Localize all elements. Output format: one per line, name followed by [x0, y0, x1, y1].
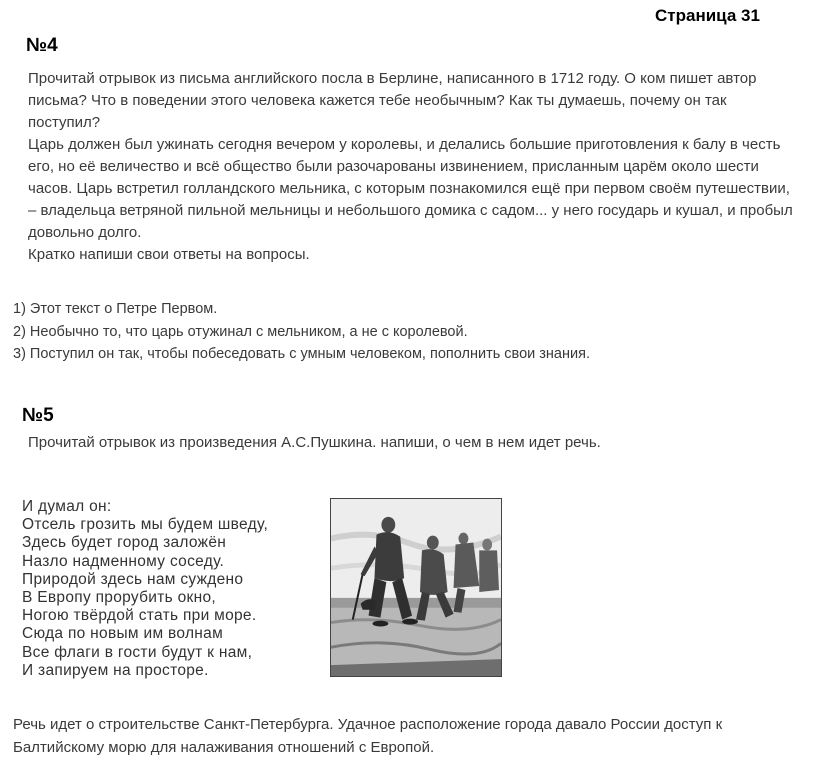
task-4-excerpt: Царь должен был ужинать сегодня вечером у королевы, и делались большие приготовления к балу в честь его, но её величество и всё общество были разочарованы извинением, присланным царём около шести часов. Царь встретил голландского мельника, с которым познакомился ещё при первом своём путешествии, – владельца ветряной пильной мельницы и небольшого домика с садом... у него государь и кушал, и пробыл довольно долго. [28, 136, 793, 241]
poem-line: Все флаги в гости будут к нам, [22, 643, 253, 661]
task-4-question: Прочитай отрывок из письма английского посла в Берлине, написанного в 1712 году. О ком пишет автор письма? Что в поведении этого человека кажется тебе необычным? Как ты думаешь, почему он так поступил? [28, 70, 757, 131]
poem-line: Ногою твёрдой стать при море. [22, 607, 257, 625]
poem-line: Природой здесь нам суждено [22, 570, 244, 588]
poem-line: Здесь будет город заложён [22, 534, 227, 552]
poem-line: Сюда по новым им волнам [22, 625, 224, 643]
task-4-answers [13, 298, 803, 366]
task-4-instruction: Кратко напиши свои ответы на вопросы. [28, 246, 310, 263]
task-5-answer: Речь идет о строительстве Санкт-Петербурга. Удачное расположение города давало России доступ к Балтийскому морю для налаживания отношений с Европой. [13, 716, 723, 756]
poem-line: И запируем на просторе. [22, 661, 209, 679]
answer-1: 1) Этот текст о Петре Первом. [13, 301, 218, 317]
task-4-number: №4 [26, 35, 58, 56]
poem-line: Назло надменному соседу. [22, 552, 225, 570]
answer-2: 2) Необычно то, что царь отужинал с мельником, а не с королевой. [13, 323, 468, 340]
task-5-number: №5 [22, 405, 54, 426]
poem-excerpt [22, 498, 322, 680]
peter-the-great-illustration [330, 498, 502, 677]
poem-line: В Европу прорубить окно, [22, 589, 217, 607]
poem-line: И думал он: [22, 498, 112, 515]
page-number: Страница 31 [655, 6, 760, 25]
poem-line: Отсель грозить мы будем шведу, [22, 516, 269, 534]
task-5-question: Прочитай отрывок из произведения А.С.Пушкина. напиши, о чем в нем идет речь. [28, 434, 601, 451]
answer-3: 3) Поступил он так, чтобы побеседовать с умным человеком, пополнить свои знания. [13, 346, 590, 362]
task-4-text [28, 68, 798, 266]
